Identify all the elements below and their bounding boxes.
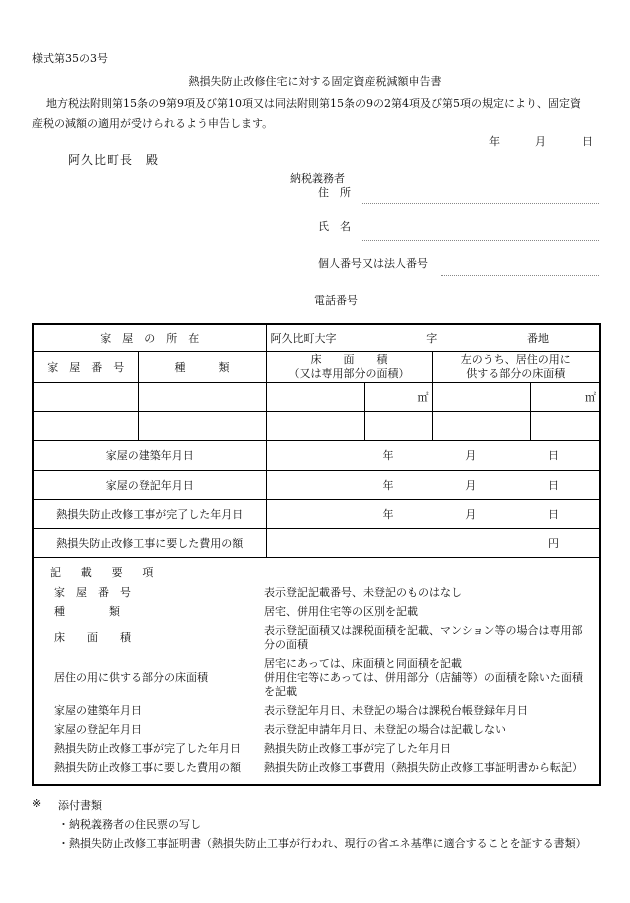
- year-unit: 年: [382, 478, 394, 492]
- day-unit: 日: [548, 449, 559, 462]
- address-field[interactable]: [362, 203, 599, 204]
- residential-area-cell[interactable]: [432, 411, 530, 440]
- data-row-2: [33, 411, 600, 440]
- attachments-heading: 添付書類: [58, 799, 102, 812]
- note-item: [50, 605, 591, 624]
- attachment-item-2: ・熱損失防止改修工事証明書（熱損失防止工事が行われ、現行の省エネ基準に適合することを証する書類）: [58, 837, 587, 850]
- registered-date-row: [33, 470, 600, 499]
- note-term: 居住の用に供する部分の床面積: [54, 670, 208, 684]
- floor-area-header-line-1: 床 面 積: [310, 352, 388, 366]
- attachments-mark: ※: [32, 797, 42, 810]
- id-number-field[interactable]: [441, 275, 599, 276]
- attachment-item-1: ・納税義務者の住民票の写し: [58, 818, 201, 831]
- note-term: 熱損失防止改修工事に要した費用の額: [54, 760, 241, 774]
- note-item: [50, 586, 591, 605]
- note-term: 家 屋 番 号: [54, 585, 131, 599]
- registered-date-field[interactable]: [266, 470, 600, 499]
- data-row-1: [33, 382, 600, 411]
- floor-area-unit-cell[interactable]: [364, 382, 432, 411]
- completed-date-label: 熱損失防止改修工事が完了した年月日: [33, 499, 266, 528]
- note-term: 家屋の登記年月日: [54, 722, 142, 736]
- note-item: [50, 657, 591, 704]
- yen-unit: 円: [548, 536, 559, 550]
- floor-area-cell[interactable]: [266, 382, 364, 411]
- floor-area-header-line-2: （又は専用部分の面積）: [288, 366, 410, 380]
- residential-area-header: [432, 351, 600, 382]
- form-number: 様式第35の3号: [32, 52, 108, 65]
- header-row: [33, 351, 600, 382]
- note-item: [50, 761, 591, 780]
- document-title: 熱損失防止改修住宅に対する固定資産税減額申告書: [188, 75, 442, 88]
- name-field[interactable]: [362, 240, 599, 241]
- month-unit: 月: [465, 449, 477, 462]
- floor-area-cell[interactable]: [266, 411, 364, 440]
- location-aza: 字: [426, 331, 438, 345]
- note-description: 表示登記年月日、未登記の場合は課税台帳登録年月日: [264, 703, 528, 717]
- note-term: 床 面 積: [54, 630, 131, 644]
- note-description: 熱損失防止改修工事費用（熱損失防止改修工事証明書から転記）: [264, 760, 583, 774]
- note-item: [50, 742, 591, 761]
- type-cell[interactable]: [138, 382, 266, 411]
- note-term: 家屋の建築年月日: [54, 703, 142, 717]
- residential-area-cell[interactable]: [432, 382, 530, 411]
- note-description: 居宅、併用住宅等の区別を記載: [264, 604, 418, 618]
- intro-text-line-2: 産税の減額の適用が受けられるよう申告します。: [32, 117, 274, 130]
- cost-field[interactable]: [266, 528, 600, 557]
- id-number-label: 個人番号又は法人番号: [318, 257, 428, 270]
- residential-area-unit-cell[interactable]: [530, 411, 600, 440]
- built-date-field[interactable]: [266, 440, 600, 470]
- completed-date-row: [33, 499, 600, 528]
- location-label: 家 屋 の 所 在: [33, 324, 266, 351]
- location-banchi: 番地: [527, 331, 549, 345]
- note-description: 熱損失防止改修工事が完了した年月日: [264, 741, 451, 755]
- note-term: 熱損失防止改修工事が完了した年月日: [54, 741, 241, 755]
- day-unit: 日: [548, 507, 559, 521]
- sqm-unit: ㎡: [417, 390, 429, 404]
- notes-list: [50, 586, 591, 780]
- date-month: 月: [535, 135, 546, 148]
- notes-row: [33, 557, 600, 785]
- note-description: 表示登記記載番号、未登記のものはなし: [264, 585, 462, 599]
- date-day: 日: [582, 135, 593, 148]
- type-header: 種 類: [138, 351, 266, 382]
- notes-section: [33, 557, 600, 785]
- year-unit: 年: [382, 449, 394, 462]
- residential-area-unit-cell[interactable]: [530, 382, 600, 411]
- type-cell[interactable]: [138, 411, 266, 440]
- note-term: 種 類: [54, 604, 120, 618]
- day-unit: 日: [548, 478, 559, 492]
- location-prefix: 阿久比町大字: [270, 331, 337, 345]
- note-item: [50, 723, 591, 742]
- month-unit: 月: [465, 507, 477, 521]
- sqm-unit: ㎡: [585, 390, 596, 404]
- address-label: 住 所: [318, 186, 351, 199]
- intro-text-line-1: 地方税法附則第15条の9第9項及び第10項又は同法附則第15条の9の2第4項及び第5項の規定により、固定資: [46, 97, 581, 110]
- residential-area-header-line-2: 供する部分の床面積: [466, 366, 566, 380]
- floor-area-unit-cell[interactable]: [364, 411, 432, 440]
- taxpayer-heading: 納税義務者: [290, 172, 345, 185]
- notes-title: 記 載 要 項: [50, 565, 158, 579]
- note-description: 表示登記申請年月日、未登記の場合は記載しない: [264, 722, 506, 736]
- registered-date-label: 家屋の登記年月日: [33, 470, 266, 499]
- note-description: 居宅にあっては、床面積と同面積を記載 併用住宅等にあっては、併用部分（店舗等）の面積を除いた面積を記載: [264, 656, 583, 698]
- built-date-label: 家屋の建築年月日: [33, 440, 266, 470]
- recipient: 阿久比町長 殿: [68, 153, 160, 167]
- house-number-cell[interactable]: [33, 382, 138, 411]
- completed-date-field[interactable]: [266, 499, 600, 528]
- phone-label: 電話番号: [314, 294, 358, 307]
- property-table: [32, 323, 601, 786]
- house-number-cell[interactable]: [33, 411, 138, 440]
- location-row: [33, 324, 600, 351]
- residential-area-header-line-1: 左のうち、居住の用に: [460, 352, 571, 366]
- note-item: [50, 704, 591, 723]
- house-number-header: 家 屋 番 号: [33, 351, 138, 382]
- floor-area-header: [266, 351, 432, 382]
- note-item: [50, 624, 591, 657]
- cost-label: 熱損失防止改修工事に要した費用の額: [33, 528, 266, 557]
- name-label: 氏 名: [318, 220, 351, 233]
- month-unit: 月: [465, 478, 477, 492]
- cost-row: [33, 528, 600, 557]
- built-date-row: [33, 440, 600, 470]
- location-field[interactable]: [266, 324, 600, 351]
- date-year: 年: [489, 135, 500, 148]
- note-description: 表示登記面積又は課税面積を記載、マンション等の場合は専用部分の面積: [264, 623, 583, 651]
- year-unit: 年: [382, 507, 394, 521]
